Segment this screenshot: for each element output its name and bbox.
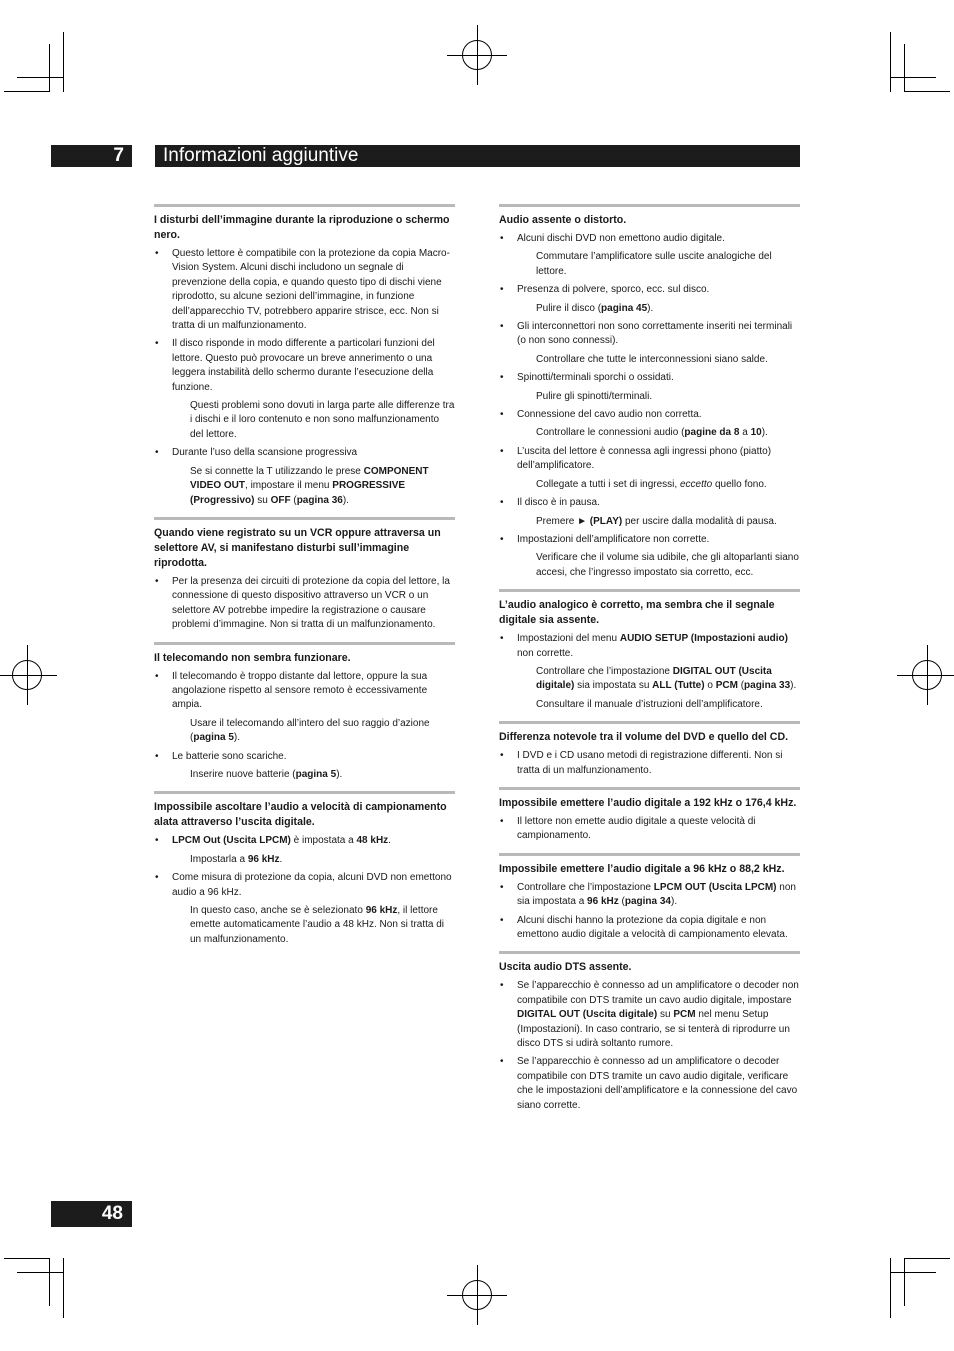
list-item: • Impostazioni del menu AUDIO SETUP (Impostazioni audio) non corrette.: [499, 632, 800, 661]
left-column: [154, 204, 455, 956]
list-item: • Gli interconnettori non sono correttamente inseriti nei terminali (o non sono connessi).: [499, 320, 800, 349]
crop-mark: [905, 1258, 950, 1259]
play-button-label: ► (PLAY): [577, 515, 623, 527]
solution-note: Collegate a tutti i set di ingressi, eccetto quello fono.: [536, 478, 767, 490]
list-item: • L’uscita del lettore è connessa agli ingressi phono (piatto) dell’amplificatore.: [499, 445, 800, 474]
list-item: • Come misura di protezione da copia, alcuni DVD non emettono audio a 96 kHz.: [154, 871, 455, 900]
crop-mark: [905, 91, 950, 92]
section-remote-control: [154, 642, 455, 783]
list-item: • I DVD e i CD usano metodi di registrazione differenti. Non si tratta di un malfunzionamento.: [499, 749, 800, 778]
section-96khz: [499, 853, 800, 943]
crop-mark: [49, 44, 50, 92]
list-item: • LPCM Out (Uscita LPCM) è impostata a 48 kHz.: [154, 834, 455, 848]
section-title: Quando viene registrato su un VCR oppure attraversa un selettore AV, si manifestano disturbi sull’immagine riprodotta.: [154, 526, 441, 569]
section-image-disturbances: [154, 204, 455, 508]
list-item: • Controllare che l’impostazione LPCM OUT (Uscita LPCM) non sia impostata a 96 kHz (pagina 34).: [499, 881, 800, 910]
section-vcr-disturbances: [154, 517, 455, 633]
list-item: • Presenza di polvere, sporco, ecc. sul disco.: [499, 283, 800, 297]
solution-note: Pulire gli spinotti/terminali.: [536, 390, 653, 402]
crop-mark: [890, 77, 936, 78]
list-item: • Il disco è in pausa.: [499, 496, 800, 510]
crop-mark: [4, 91, 49, 92]
registration-mark-icon: [462, 1280, 492, 1310]
page-number: 48: [51, 1201, 132, 1227]
solution-note: Commutare l’amplificatore sulle uscite analogiche del lettore.: [536, 251, 772, 277]
list-item: • Alcuni dischi hanno la protezione da copia digitale e non emettono audio digitale a velocità di campionamento elevata.: [499, 914, 800, 943]
crop-mark: [63, 1258, 64, 1318]
section-title: I disturbi dell’immagine durante la riproduzione o schermo nero.: [154, 214, 450, 241]
list-item: • Connessione del cavo audio non corretta.: [499, 408, 800, 422]
solution-note: Controllare le connessioni audio (pagine da 8 a 10).: [536, 427, 768, 439]
section-title: Uscita audio DTS assente.: [499, 961, 632, 974]
list-item: • Il disco risponde in modo differente a particolari funzioni del lettore. Questo può provocare un breve annerimento o una leggera instabilità dello schermo durante l’esecuzione della funzione.: [154, 337, 455, 395]
section-title: Impossibile emettere l’audio digitale a 96 kHz o 88,2 kHz.: [499, 862, 785, 875]
registration-mark-icon: [462, 40, 492, 70]
crop-mark: [63, 32, 64, 92]
section-title: L’audio analogico è corretto, ma sembra che il segnale digitale sia assente.: [499, 599, 775, 627]
section-digital-absent: [499, 589, 800, 712]
section-title: Audio assente o distorto.: [499, 214, 627, 226]
crop-mark: [904, 1258, 905, 1306]
registration-mark-icon: [912, 660, 942, 690]
crop-mark: [904, 44, 905, 92]
list-item: • Alcuni dischi DVD non emettono audio digitale.: [499, 232, 800, 246]
solution-note: Controllare che tutte le interconnessioni siano salde.: [536, 353, 768, 365]
list-item: • Il lettore non emette audio digitale a queste velocità di campionamento.: [499, 815, 800, 844]
section-192khz: [499, 787, 800, 844]
solution-note: In questo caso, anche se è selezionato 96 kHz, il lettore emette automaticamente l’audio a 48 kHz. Non si tratta di un malfunzionamento.: [190, 905, 445, 945]
solution-note: Impostarla a 96 kHz.: [190, 853, 283, 865]
list-item: • Spinotti/terminali sporchi o ossidati.: [499, 371, 800, 385]
section-title: Il telecomando non sembra funzionare.: [154, 651, 351, 664]
section-volume-difference: [499, 721, 800, 778]
list-item: • Il telecomando è troppo distante dal lettore, oppure la sua angolazione rispetto al sensore remoto è eccessivamente ampia.: [154, 670, 455, 713]
section-high-sampling-audio: [154, 791, 455, 947]
solution-note: Questi problemi sono dovuti in larga parte alle differenze tra i dischi e il loro contenuto e non sono malfunzionamento del lettore.: [190, 400, 455, 440]
chapter-title: Informazioni aggiuntive: [155, 145, 800, 167]
right-column: [499, 204, 800, 1122]
list-item: • Impostazioni dell’amplificatore non corrette.: [499, 533, 800, 547]
crop-mark: [17, 77, 63, 78]
section-title: Impossibile emettere l’audio digitale a 192 kHz o 176,4 kHz.: [499, 796, 797, 809]
list-item: • Se l’apparecchio è connesso ad un amplificatore o decoder non compatibile con DTS tramite un cavo audio digitale, impostare DIGITAL OUT (Uscita digitale) su PCM nel menu Setup (Impostazioni). In caso contrario, se si tenterà di riprodurre un disco DTS si udirà soltanto rumore.: [499, 979, 800, 1051]
solution-note: Inserire nuove batterie (pagina 5).: [190, 768, 343, 780]
solution-note: Controllare che l’impostazione DIGITAL OUT (Uscita digitale) sia impostata su ALL (Tutte) o PCM (pagina 33).: [536, 665, 797, 692]
section-title: Impossibile ascoltare l’audio a velocità di campionamento alata attraverso l’uscita digitale.: [154, 801, 447, 829]
crop-mark: [4, 1258, 49, 1259]
list-item: • Se l’apparecchio è connesso ad un amplificatore o decoder compatibile con DTS tramite un cavo audio digitale, verificare che le impostazioni dell’amplificatore e la connessione del cavo siano corrette.: [499, 1055, 800, 1113]
list-item: • Le batterie sono scariche.: [154, 750, 455, 764]
solution-note: Usare il telecomando all’intero del suo raggio d’azione (pagina 5).: [190, 717, 430, 744]
registration-mark-icon: [12, 660, 42, 690]
crop-mark: [890, 1272, 936, 1273]
crop-mark: [890, 1258, 891, 1318]
list-item: • Durante l’uso della scansione progressiva: [154, 446, 455, 460]
list-item: • Per la presenza dei circuiti di protezione da copia del lettore, la connessione di questo dispositivo attraverso un VCR o un selettore AV potrebbe impedire la registrazione o causare problemi d’immagine. Non si tratta di un malfunzionamento.: [154, 575, 455, 633]
section-dts-absent: [499, 951, 800, 1113]
list-item: • Questo lettore è compatibile con la protezione da copia Macro-Vision System. Alcuni dischi includono un segnale di prevenzione della copia, e quando questo tipo di dischi viene riprodotto, su alcune sezioni dell’immagine, in funzione dell’apparecchio TV, potrebbero apparire strisce, ecc. Non si tratta di un malfunzionamento.: [154, 247, 455, 333]
section-title: Differenza notevole tra il volume del DVD e quello del CD.: [499, 731, 789, 744]
crop-mark: [890, 32, 891, 92]
chapter-number: 7: [51, 145, 132, 167]
solution-note: Pulire il disco (pagina 45).: [536, 302, 654, 314]
solution-note: Consultare il manuale d’istruzioni dell’amplificatore.: [536, 698, 763, 710]
solution-note: Se si connette la T utilizzando le prese COMPONENT VIDEO OUT, impostare il menu PROGRESSIVE (Progressivo) su OFF (pagina 36).: [190, 465, 429, 506]
section-audio-absent: [499, 204, 800, 580]
solution-note: Premere ► (PLAY) per uscire dalla modalità di pausa.: [536, 515, 777, 527]
crop-mark: [49, 1258, 50, 1306]
crop-mark: [17, 1272, 63, 1273]
solution-note: Verificare che il volume sia udibile, che gli altoparlanti siano accesi, che l’ingresso impostato sia corretto, ecc.: [536, 552, 799, 578]
